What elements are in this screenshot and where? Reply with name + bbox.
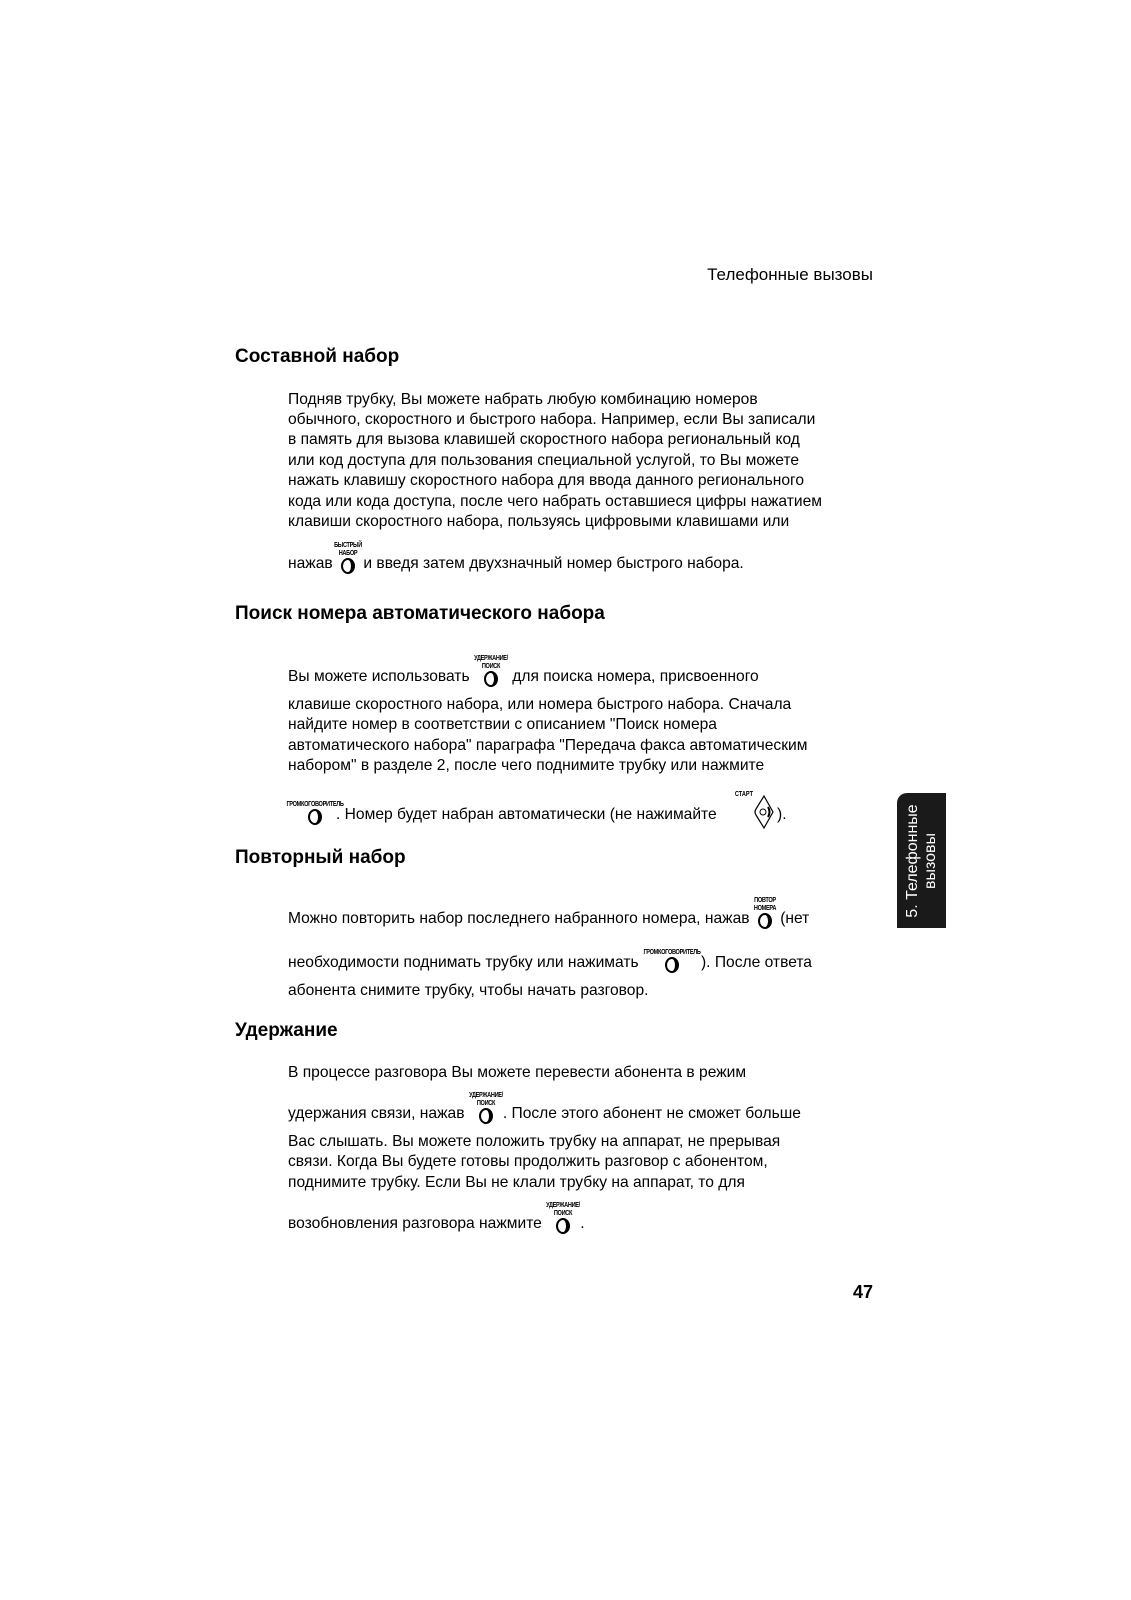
paragraph-line: или код доступа для пользования специальной услугой, то Вы можете bbox=[288, 452, 800, 469]
key-label: ГРОМКОГОВОРИТЕЛЬ bbox=[643, 949, 701, 956]
paragraph-line-with-key: удержания связи, нажав УДЕРЖАНИЕ/ ПОИСК . После этого абонент не сможет больше bbox=[288, 1102, 801, 1124]
paragraph-line-with-key: возобновления разговора нажмите УДЕРЖАНИЕ/ ПОИСК . bbox=[288, 1212, 585, 1234]
section-heading-redial: Повторный набор bbox=[235, 847, 406, 868]
paragraph-line: клавиши скоростного набора, пользуясь цифровыми клавишами или bbox=[288, 513, 790, 530]
paragraph-line-with-key: ГРОМКОГОВОРИТЕЛЬ . Номер будет набран автоматически (не нажимайте СТАРТ ). bbox=[290, 795, 787, 835]
paragraph-line: найдите номер в соответствии с описанием "Поиск номера bbox=[288, 716, 717, 733]
start-key-icon bbox=[734, 791, 775, 835]
hold-search-key-icon bbox=[473, 655, 508, 693]
paragraph-line: В процессе разговора Вы можете перевести абонента в режим bbox=[288, 1064, 747, 1081]
paragraph-line: абонента снимите трубку, чтобы начать разговор. bbox=[288, 982, 649, 999]
key-label: УДЕРЖАНИЕ/ ПОИСК bbox=[546, 1202, 581, 1217]
speed-dial-key-icon bbox=[334, 542, 362, 580]
paragraph-line: клавише скоростного набора, или номера быстрого набора. Сначала bbox=[288, 696, 792, 713]
key-label: УДЕРЖАНИЕ/ ПОИСК bbox=[473, 655, 508, 670]
speaker-key-icon bbox=[643, 949, 701, 979]
key-label: УДЕРЖАНИЕ/ ПОИСК bbox=[468, 1092, 503, 1107]
page-number: 47 bbox=[852, 1282, 873, 1302]
paragraph-line-with-key: Можно повторить набор последнего набранного номера, нажав ПОВТОР НОМЕРА (нет bbox=[288, 907, 809, 929]
key-label: ГРОМКОГОВОРИТЕЛЬ bbox=[286, 801, 344, 809]
text: нажав bbox=[288, 555, 333, 572]
section-heading-hold: Удержание bbox=[235, 1020, 338, 1041]
paragraph-line: поднимите трубку. Если Вы не клали трубку на аппарат, то для bbox=[288, 1174, 745, 1191]
paragraph-line: кода или кода доступа, после чего набрать оставшиеся цифры нажатием bbox=[288, 493, 822, 510]
paragraph-line-with-key: необходимости поднимать трубку или нажимать ГРОМКОГОВОРИТЕЛЬ ). После ответа bbox=[288, 951, 812, 973]
paragraph-line-with-key bbox=[288, 542, 744, 574]
running-header: Телефонные вызовы bbox=[707, 265, 873, 284]
speaker-key-icon bbox=[286, 801, 344, 831]
key-label: СТАРТ bbox=[734, 791, 754, 798]
paragraph-line: нажать клавишу скоростного набора для ввода данного регионального bbox=[288, 472, 805, 489]
paragraph-line: Подняв трубку, Вы можете набрать любую комбинацию номеров bbox=[288, 391, 758, 408]
section-heading-compound-dialing: Составной набор bbox=[235, 346, 400, 367]
paragraph-line: связи. Когда Вы будете готовы продолжить разговор с абонентом, bbox=[288, 1153, 768, 1170]
paragraph-line-with-key: Вы можете использовать УДЕРЖАНИЕ/ ПОИСК для поиска номера, присвоенного bbox=[288, 665, 759, 687]
paragraph-line: в память для вызова клавишей скоростного набора региональный код bbox=[288, 431, 800, 448]
hold-search-key-icon bbox=[468, 1092, 503, 1130]
redial-key-icon bbox=[753, 897, 776, 935]
paragraph-line: автоматического набора" параграфа "Передача факса автоматическим bbox=[288, 737, 808, 754]
chapter-side-tab bbox=[897, 793, 946, 928]
key-label: ПОВТОР НОМЕРА bbox=[753, 897, 776, 912]
hold-search-key-icon bbox=[546, 1202, 581, 1240]
text: и введя затем двухзначный номер быстрого набора. bbox=[363, 555, 744, 572]
section-heading-auto-dial-search: Поиск номера автоматического набора bbox=[235, 603, 605, 624]
paragraph-line: обычного, скоростного и быстрого набора. Например, если Вы записали bbox=[288, 411, 816, 428]
paragraph-line: Вас слышать. Вы можете положить трубку на аппарат, не прерывая bbox=[288, 1133, 781, 1150]
key-label: БЫСТРЫЙ НАБОР bbox=[334, 542, 362, 557]
paragraph-line: набором" в разделе 2, после чего поднимите трубку или нажмите bbox=[288, 757, 765, 774]
side-tab-line2: вызовы bbox=[921, 832, 939, 889]
side-tab-line1: 5. Телефонные bbox=[903, 803, 921, 918]
